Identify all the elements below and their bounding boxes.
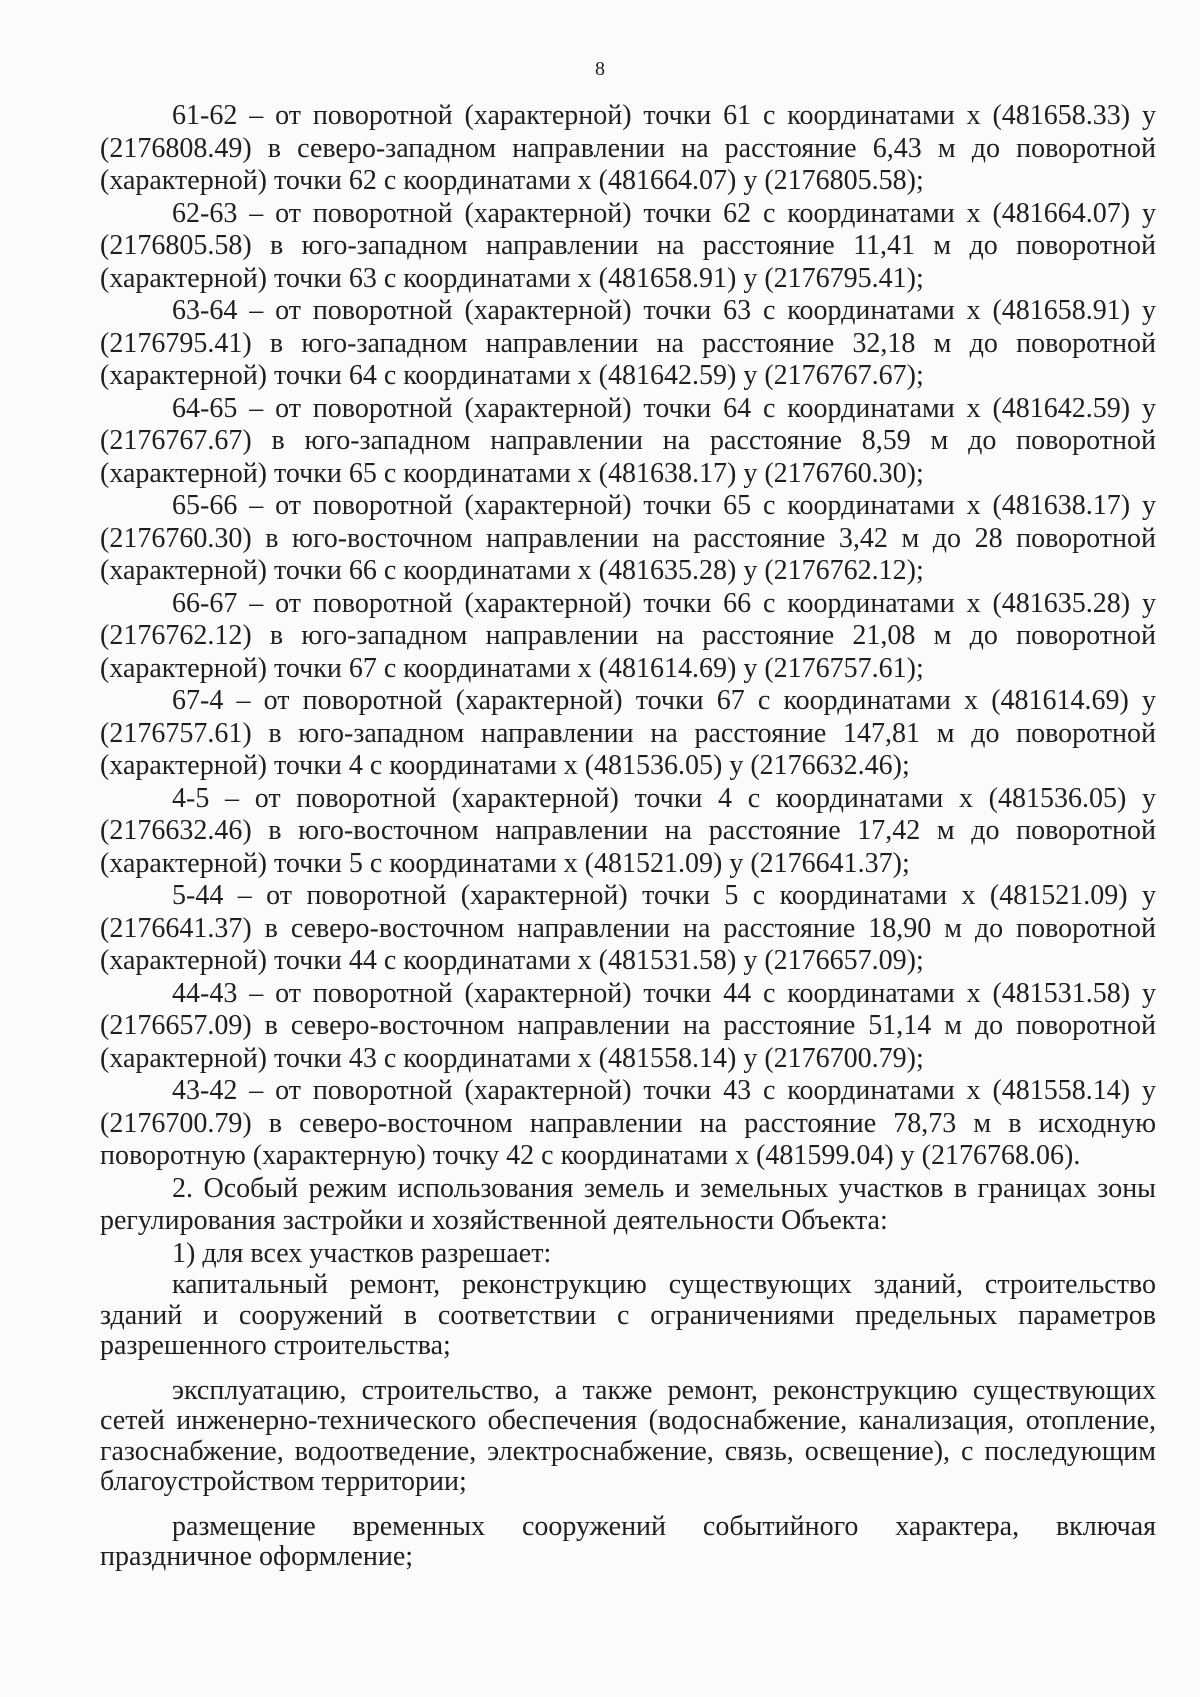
section-heading: 2. Особый режим использования земель и земельных участков в границах зоны регулирования застройки и хозяйственной деятельности Объекта: — [100, 1172, 1156, 1236]
document-body — [100, 100, 1156, 1573]
section-item: размещение временных сооружений событийного характера, включая праздничное оформление; — [100, 1510, 1156, 1572]
segment-paragraph: 67-4 – от поворотной (характерной) точки 67 с координатами x (481614.69) y (2176757.61) в юго-западном направлении на расстояние 147,81 м до поворотной (характерной) точки 4 с координатами x (481536.05) y (2176632.46); — [100, 685, 1156, 781]
segment-paragraph: 66-67 – от поворотной (характерной) точки 66 с координатами x (481635.28) y (2176762.12) в юго-западном направлении на расстояние 21,08 м до поворотной (характерной) точки 67 с координатами x (481614.69) y (2176757.61); — [100, 587, 1156, 684]
page-number: 8 — [595, 58, 605, 80]
segment-paragraph: 44-43 – от поворотной (характерной) точки 44 с координатами x (481531.58) y (2176657.09) в северо-восточном направлении на расстояние 51,14 м до поворотной (характерной) точки 43 с координатами x (481558.14) y (2176700.79); — [100, 977, 1156, 1074]
segment-paragraph: 43-42 – от поворотной (характерной) точки 43 с координатами x (481558.14) y (2176700.79) в северо-восточном направлении на расстояние 78,73 м в исходную поворотную (характерную) точку 42 с координатами x (481599.04) y (2176768.06). — [100, 1075, 1156, 1171]
segment-paragraph: 63-64 – от поворотной (характерной) точки 63 с координатами x (481658.91) y (2176795.41) в юго-западном направлении на расстояние 32,18 м до поворотной (характерной) точки 64 с координатами x (481642.59) y (2176767.67); — [100, 295, 1156, 391]
segment-paragraph: 64-65 – от поворотной (характерной) точки 64 с координатами x (481642.59) y (2176767.67) в юго-западном направлении на расстояние 8,59 м до поворотной (характерной) точки 65 с координатами x (481638.17) y (2176760.30); — [100, 392, 1156, 489]
section-item: капитальный ремонт, реконструкцию существующих зданий, строительство зданий и сооружений в соответствии с ограничениями предельных параметров разрешенного строительства; — [100, 1269, 1156, 1361]
segment-paragraph: 62-63 – от поворотной (характерной) точки 62 с координатами x (481664.07) y (2176805.58) в юго-западном направлении на расстояние 11,41 м до поворотной (характерной) точки 63 с координатами x (481658.91) y (2176795.41); — [100, 197, 1156, 294]
segment-paragraph: 65-66 – от поворотной (характерной) точки 65 с координатами x (481638.17) y (2176760.30) в юго-восточном направлении на расстояние 3,42 м до 28 поворотной (характерной) точки 66 с координатами x (481635.28) y (2176762.12); — [100, 490, 1156, 586]
section-subheading: 1) для всех участков разрешает: — [172, 1237, 552, 1269]
segment-paragraph: 5-44 – от поворотной (характерной) точки 5 с координатами x (481521.09) y (2176641.37) в северо-восточном направлении на расстояние 18,90 м до поворотной (характерной) точки 44 с координатами x (481531.58) y (2176657.09); — [100, 880, 1156, 976]
section-item: эксплуатацию, строительство, а также ремонт, реконструкцию существующих сетей инженерно-технического обеспечения (водоснабжение, канализация, отопление, газоснабжение, водоотведение, электроснабжение, связь, освещение), с последующим благоустройством территории; — [100, 1374, 1156, 1497]
segment-paragraph: 4-5 – от поворотной (характерной) точки 4 с координатами x (481536.05) y (2176632.46) в юго-восточном направлении на расстояние 17,42 м до поворотной (характерной) точки 5 с координатами x (481521.09) y (2176641.37); — [100, 782, 1156, 879]
segment-paragraph: 61-62 – от поворотной (характерной) точки 61 с координатами x (481658.33) y (2176808.49) в северо-западном направлении на расстояние 6,43 м до поворотной (характерной) точки 62 с координатами x (481664.07) y (2176805.58); — [100, 100, 1156, 196]
